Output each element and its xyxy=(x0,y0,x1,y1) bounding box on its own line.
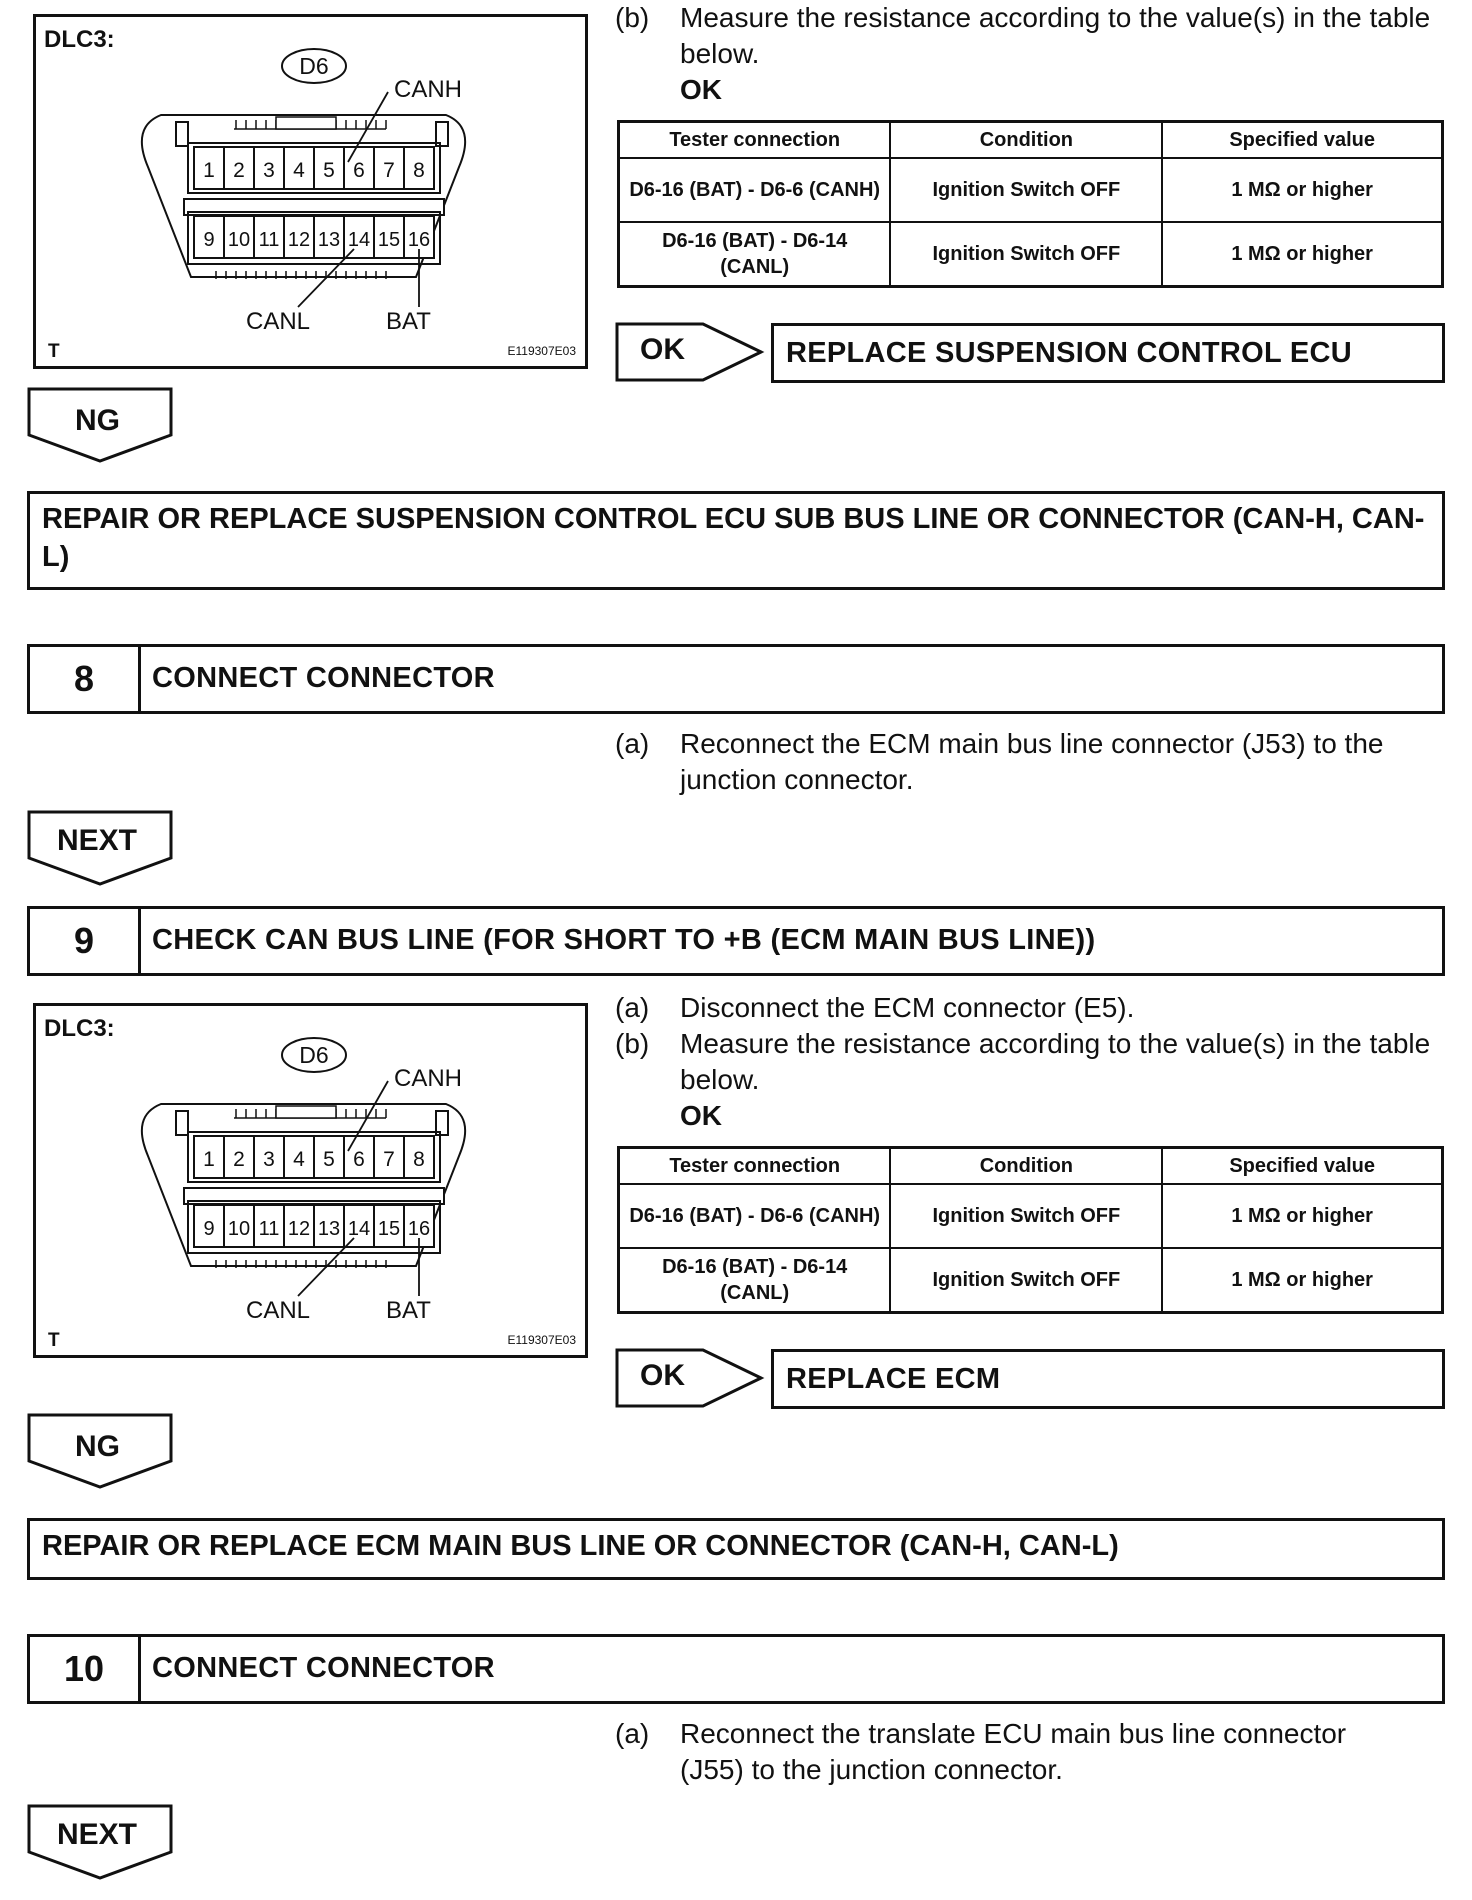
table-cell: D6-16 (BAT) - D6-6 (CANH) xyxy=(619,1184,891,1248)
pin-number: 16 xyxy=(407,1218,431,1240)
table-header: Specified value xyxy=(1162,1148,1442,1185)
canh-label: CANH xyxy=(394,76,463,103)
figure-code: E119307E03 xyxy=(507,344,576,358)
step-header-9 xyxy=(27,906,1445,976)
table-row xyxy=(619,1248,1443,1313)
pin-number: 9 xyxy=(203,1218,215,1240)
next-label: NEXT xyxy=(57,1818,138,1851)
pin-number: 6 xyxy=(353,1148,365,1171)
instruction-text: Reconnect the ECM main bus line connector (J53) to the junction connector. xyxy=(680,728,1384,795)
key-tab xyxy=(276,1106,336,1118)
connector-id: D6 xyxy=(299,1042,329,1068)
instruction-marker: (b) xyxy=(615,1028,650,1059)
repair-text: REPAIR OR REPLACE SUSPENSION CONTROL ECU SUB BUS LINE OR CONNECTOR (CAN-H, CAN-L) xyxy=(42,503,1425,573)
dlc3-diagram-2 xyxy=(33,1003,588,1358)
ok-arrow-icon xyxy=(615,322,765,382)
pin-number: 12 xyxy=(287,229,311,251)
table-cell: Ignition Switch OFF xyxy=(890,158,1162,222)
table-row xyxy=(619,222,1443,287)
table-cell: D6-16 (BAT) - D6-14 (CANL) xyxy=(619,222,891,287)
canl-label: CANL xyxy=(246,308,311,335)
step-number: 8 xyxy=(30,647,141,711)
step-header-10 xyxy=(27,1634,1445,1704)
pin-number: 1 xyxy=(203,1148,215,1171)
step-header-8 xyxy=(27,644,1445,714)
table-row xyxy=(619,1184,1443,1248)
ng-label: NG xyxy=(75,1430,120,1463)
pin-number: 5 xyxy=(323,1148,335,1171)
ok-arrow-icon xyxy=(615,1348,765,1408)
pin-number: 7 xyxy=(383,1148,395,1171)
ok-heading: OK xyxy=(680,74,722,105)
table-cell: 1 MΩ or higher xyxy=(1162,1248,1442,1313)
step-number: 9 xyxy=(30,909,141,973)
repair-box xyxy=(27,1518,1445,1580)
ng-label: NG xyxy=(75,404,120,437)
table-cell: D6-16 (BAT) - D6-14 (CANL) xyxy=(619,1248,891,1313)
instruction-text: Measure the resistance according to the value(s) in the table below. xyxy=(680,1028,1431,1095)
instruction-text: Measure the resistance according to the value(s) in the table below. xyxy=(680,2,1431,69)
instruction-text: Reconnect the translate ECU main bus line connector (J55) to the junction connector. xyxy=(680,1718,1347,1785)
repair-text: REPAIR OR REPLACE ECM MAIN BUS LINE OR CONNECTOR (CAN-H, CAN-L) xyxy=(42,1530,1119,1562)
pin-number: 11 xyxy=(258,1218,280,1240)
ok-action-box xyxy=(771,1349,1445,1409)
next-label: NEXT xyxy=(57,824,138,857)
pin-number: 12 xyxy=(287,1218,311,1240)
ok-heading: OK xyxy=(680,1100,722,1131)
step-title: CONNECT CONNECTOR xyxy=(152,662,495,694)
pin-number: 3 xyxy=(263,1148,275,1171)
pin-number: 4 xyxy=(293,159,305,182)
instruction-marker: (a) xyxy=(615,728,650,759)
spec-table-1 xyxy=(617,120,1444,288)
corner-label: T xyxy=(48,1330,60,1351)
pin-number: 10 xyxy=(227,229,251,251)
ok-action-text: REPLACE SUSPENSION CONTROL ECU xyxy=(786,337,1352,369)
pin-number: 2 xyxy=(233,1148,245,1171)
pin-number: 5 xyxy=(323,159,335,182)
table-cell: Ignition Switch OFF xyxy=(890,222,1162,287)
pin-number: 16 xyxy=(407,229,431,251)
spec-table-2 xyxy=(617,1146,1444,1314)
step-title: CONNECT CONNECTOR xyxy=(152,1652,495,1684)
latch xyxy=(176,122,188,146)
pin-number: 3 xyxy=(263,159,275,182)
step-title: CHECK CAN BUS LINE (FOR SHORT TO +B (ECM MAIN BUS LINE)) xyxy=(152,924,1096,956)
pin-number: 13 xyxy=(317,1218,341,1240)
table-header: Specified value xyxy=(1162,122,1442,159)
ok-arrow-label: OK xyxy=(640,1359,685,1392)
pin-number: 14 xyxy=(347,1218,371,1240)
pin-number: 10 xyxy=(227,1218,251,1240)
ok-arrow-label: OK xyxy=(640,333,685,366)
table-header: Condition xyxy=(890,122,1162,159)
pin-number: 8 xyxy=(413,1148,425,1171)
bat-label: BAT xyxy=(386,1297,431,1324)
pin-number: 13 xyxy=(317,229,341,251)
ok-action-box xyxy=(771,323,1445,383)
key-tab xyxy=(276,117,336,129)
dlc3-diagram-1 xyxy=(33,14,588,369)
pin-number: 15 xyxy=(377,229,401,251)
instruction-marker: (b) xyxy=(615,2,650,33)
table-row xyxy=(619,158,1443,222)
pin-number: 1 xyxy=(203,159,215,182)
pin-number: 9 xyxy=(203,229,215,251)
instruction-text: Disconnect the ECM connector (E5). xyxy=(680,992,1135,1023)
bat-label: BAT xyxy=(386,308,431,335)
diagram-label: DLC3: xyxy=(44,1015,115,1042)
corner-label: T xyxy=(48,341,60,362)
connector-diagram xyxy=(36,17,585,366)
table-cell: Ignition Switch OFF xyxy=(890,1184,1162,1248)
canl-label: CANL xyxy=(246,1297,311,1324)
table-header: Tester connection xyxy=(619,122,891,159)
connector-id: D6 xyxy=(299,53,329,79)
table-cell: 1 MΩ or higher xyxy=(1162,1184,1442,1248)
table-cell: 1 MΩ or higher xyxy=(1162,222,1442,287)
table-cell: D6-16 (BAT) - D6-6 (CANH) xyxy=(619,158,891,222)
step-number: 10 xyxy=(30,1637,141,1701)
table-header: Condition xyxy=(890,1148,1162,1185)
connector-diagram xyxy=(36,1006,585,1355)
pin-number: 14 xyxy=(347,229,371,251)
repair-box xyxy=(27,491,1445,590)
table-header: Tester connection xyxy=(619,1148,891,1185)
instruction-marker: (a) xyxy=(615,992,650,1023)
ok-action-text: REPLACE ECM xyxy=(786,1363,1001,1395)
latch xyxy=(176,1111,188,1135)
pin-number: 6 xyxy=(353,159,365,182)
diagram-label: DLC3: xyxy=(44,26,115,53)
pin-number: 8 xyxy=(413,159,425,182)
pin-number: 4 xyxy=(293,1148,305,1171)
pin-number: 7 xyxy=(383,159,395,182)
table-cell: Ignition Switch OFF xyxy=(890,1248,1162,1313)
canh-label: CANH xyxy=(394,1065,463,1092)
figure-code: E119307E03 xyxy=(507,1333,576,1347)
instruction-marker: (a) xyxy=(615,1718,650,1749)
pin-number: 11 xyxy=(258,229,280,251)
table-cell: 1 MΩ or higher xyxy=(1162,158,1442,222)
pin-number: 2 xyxy=(233,159,245,182)
pin-number: 15 xyxy=(377,1218,401,1240)
